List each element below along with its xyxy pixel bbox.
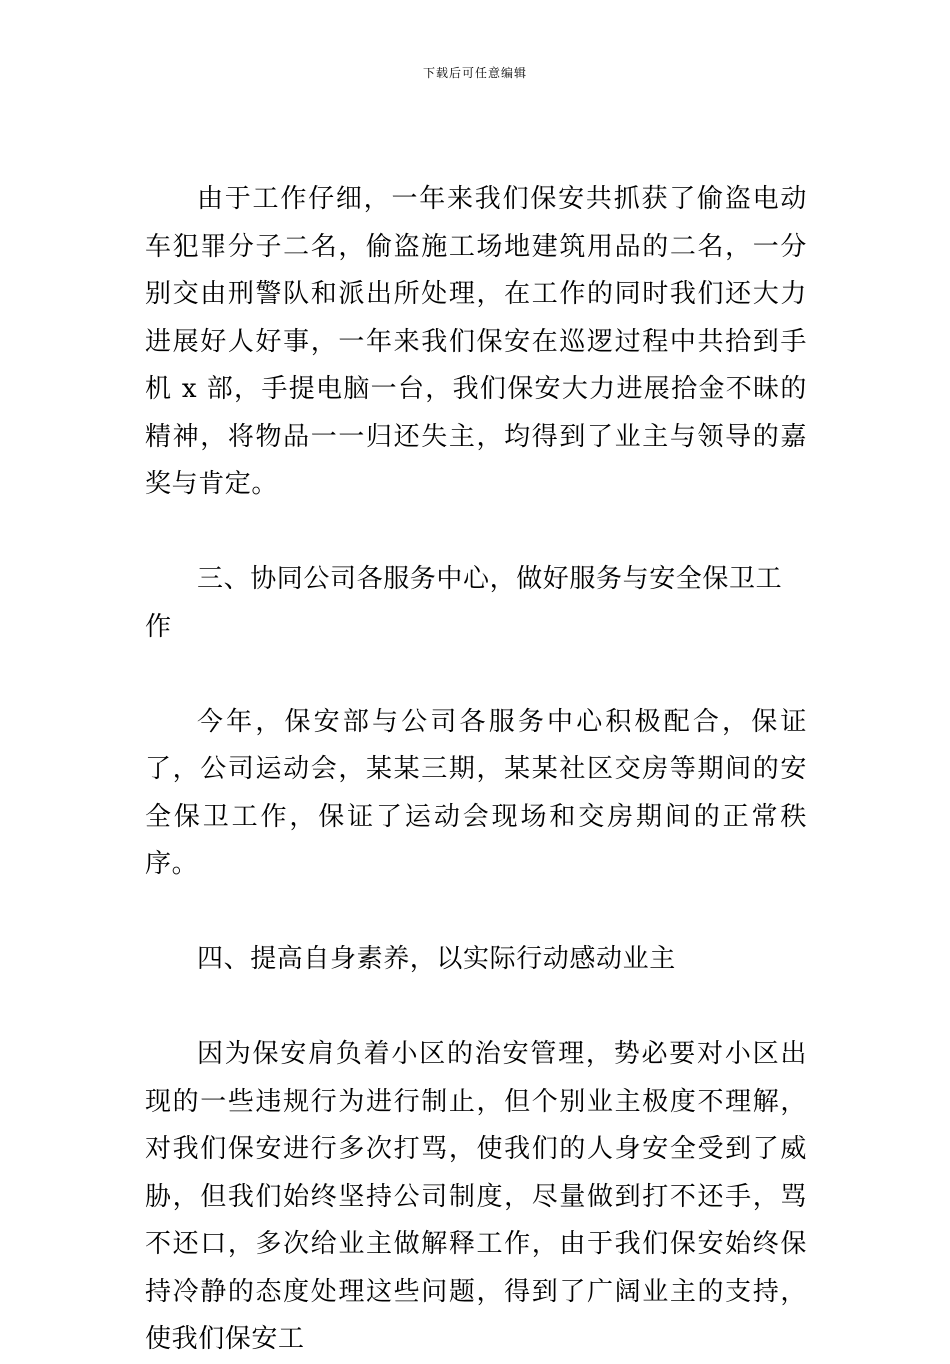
paragraph-spacer <box>145 984 807 1032</box>
section-heading-4: 四、提高自身素养，以实际行动感动业主 <box>197 944 676 974</box>
paragraph-arrests: 由于工作仔细，一年来我们保安共抓获了偷盗电动车犯罪分子二名，偷盗施工场地建筑用品的二名，一分别交由刑警队和派出所处理，在工作的同时我们还大力进展好人好事，一年来我们保安在巡逻过程中共拾到手机 x 部，手提电脑一台，我们保安大力进展拾金不昧的精神，将物品一一归还失主，均得到了业主与领导的嘉奖与肯定。 <box>145 184 807 499</box>
paragraph-cooperation: 今年，保安部与公司各服务中心积极配合，保证了，公司运动会，某某三期，某某社区交房等期间的安全保卫工作，保证了运动会现场和交房期间的正常秩序。 <box>145 706 807 879</box>
page-header: 下载后可任意编辑 <box>422 66 527 80</box>
paragraph-conduct: 因为保安肩负着小区的治安管理，势必要对小区出现的一些违规行为进行制止，但个别业主极度不理解，对我们保安进行多次打骂，使我们的人身安全受到了威胁，但我们始终坚持公司制度，尽量做到打不还手，骂不还口，多次给业主做解释工作，由于我们保安始终保持冷静的态度处理这些问题，得到了广阔业主的支持，使我们保安工 <box>145 1039 807 1354</box>
paragraph-spacer <box>145 651 807 699</box>
paragraph-spacer <box>145 509 807 557</box>
section-heading-3: 三、协同公司各服务中心，做好服务与安全保卫工作 <box>145 564 783 642</box>
document-body <box>145 176 807 1364</box>
paragraph-spacer <box>145 889 807 937</box>
